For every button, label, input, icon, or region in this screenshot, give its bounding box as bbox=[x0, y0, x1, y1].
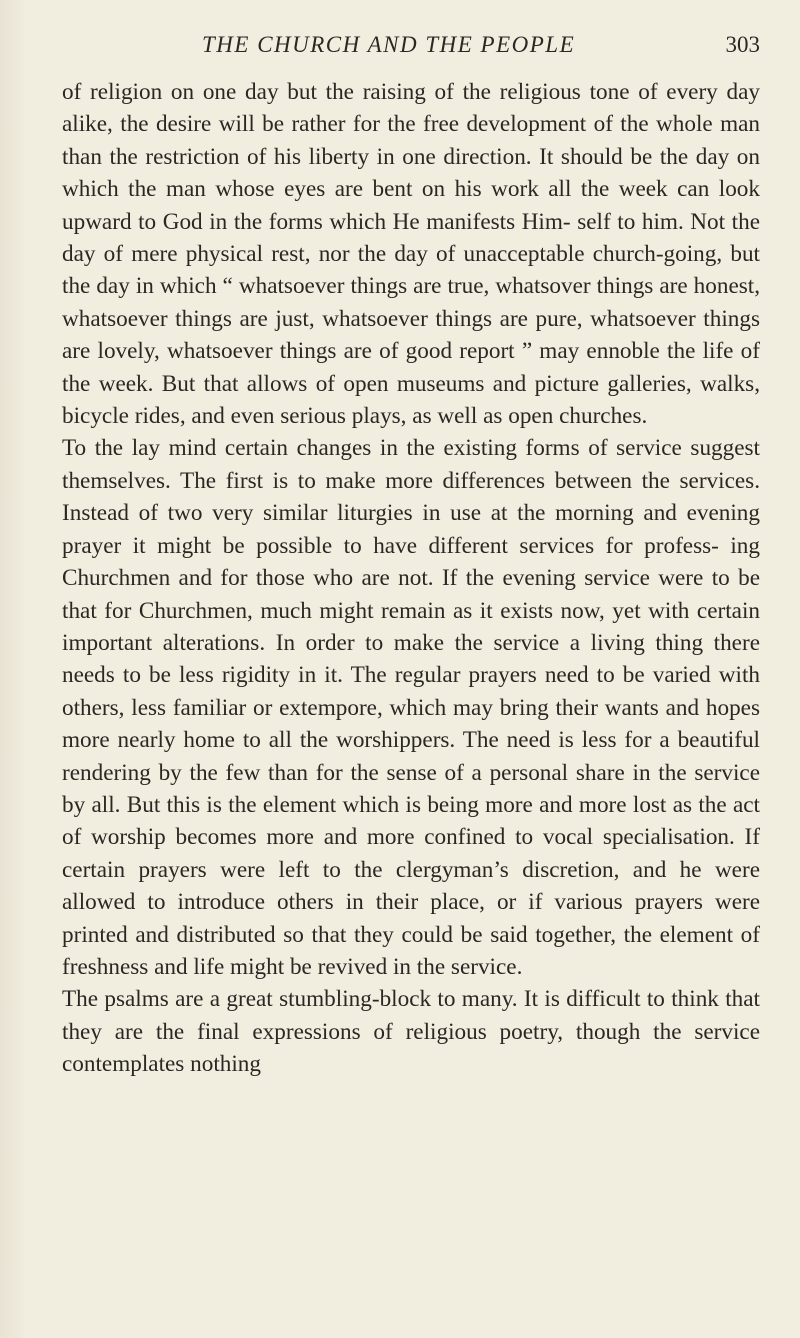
body-text bbox=[62, 76, 760, 1081]
page-header bbox=[62, 30, 760, 70]
paragraph-2: To the lay mind certain changes in the existing forms of service suggest themselves. The first is to make more differences between the services. Instead of two very similar liturgies in use at the morning and evening prayer it might be possible to have different services for profess- ing Churchmen and for those who are not. If the evening service were to be that for Churchmen, much might remain as it exists now, yet with certain important alterations. In order to make the service a living thing there needs to be less rigidity in it. The regular prayers need to be varied with others, less familiar or extempore, which may bring their wants and hopes more nearly home to all the worshippers. The need is less for a beautiful rendering by the few than for the sense of a personal share in the service by all. But this is the element which is being more and more lost as the act of worship becomes more and more confined to vocal specialisation. If certain prayers were left to the clergyman’s discretion, and he were allowed to introduce others in their place, or if various prayers were printed and distributed so that they could be said together, the element of freshness and life might be revived in the service. bbox=[62, 435, 760, 980]
page-number: 303 bbox=[725, 32, 760, 57]
running-title: THE CHURCH AND THE PEOPLE bbox=[202, 32, 576, 57]
paragraph-1: of religion on one day but the raising of the religious tone of every day alike, the desire will be rather for the free development of the whole man than the restriction of his liberty in one direction. It should be the day on which the man whose eyes are bent on his work all the week can look upward to God in the forms which He manifests Him- self to him. Not the day of mere physical rest, nor the day of unacceptable church-going, but the day in which “ whatsoever things are true, whatsover things are honest, whatsoever things are just, whatsoever things are pure, whatsoever things are lovely, whatsoever things are of good report ” may ennoble the life of the week. But that allows of open museums and picture galleries, walks, bicycle rides, and even serious plays, as well as open churches. bbox=[62, 79, 760, 430]
paragraph-3: The psalms are a great stumbling-block to many. It is difficult to think that they are the final expressions of religious poetry, though the service contemplates nothing bbox=[62, 986, 760, 1078]
